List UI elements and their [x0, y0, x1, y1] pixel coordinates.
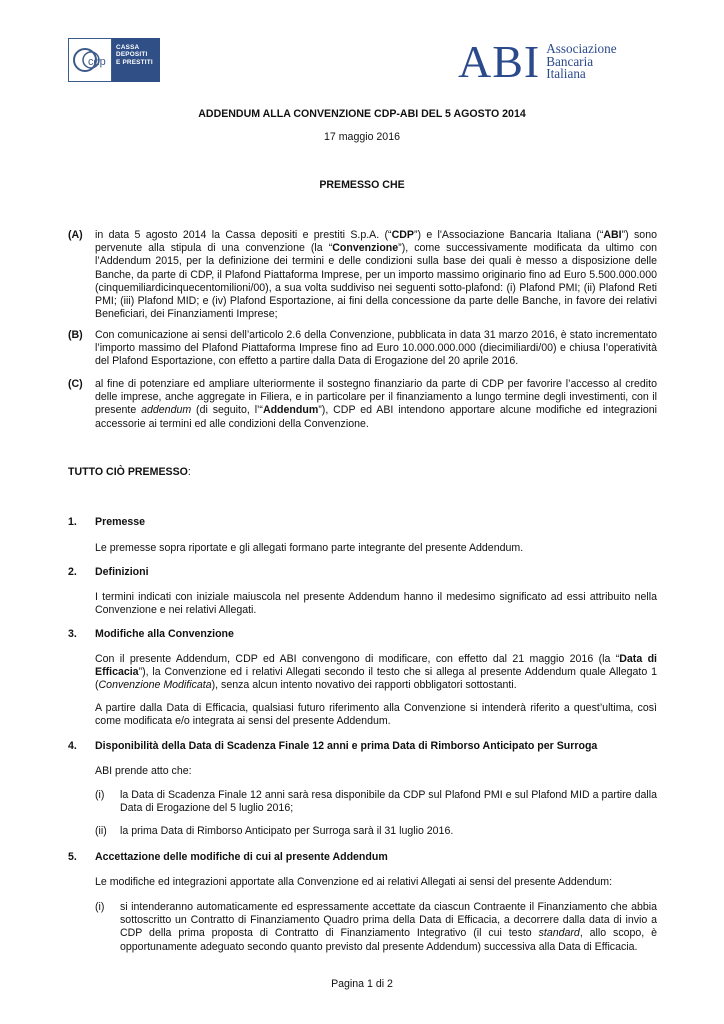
section-5-number: 5. — [68, 851, 77, 863]
section-2-number: 2. — [68, 566, 77, 578]
section-5-intro: Le modifiche ed integrazioni apportate alla Convenzione ed ai relativi Allegati ai sensi del presente Addendum: — [95, 876, 613, 888]
premise-c-label: (C) — [68, 378, 83, 390]
section-5-title: Accettazione delle modifiche di cui al presente Addendum — [95, 851, 388, 863]
section-2-title: Definizioni — [95, 566, 149, 578]
premesso-heading: PREMESSO CHE — [319, 179, 405, 191]
document-date: 17 maggio 2016 — [324, 131, 400, 143]
section-4-number: 4. — [68, 740, 77, 752]
premise-a-label: (A) — [68, 229, 83, 241]
section-4-title: Disponibilità della Data di Scadenza Finale 12 anni e prima Data di Rimborso Anticipato per Surroga — [95, 740, 598, 752]
premise-c-text: al fine di potenziare ed ampliare ulteriormente il sostegno finanziario da parte di CDP per favorire l’accesso al credito delle imprese, anche aggregate in Filiera, e in particolare per il finanziamento a lungo termine degli investimenti, con il presente addendum (di seguito, l’“Addendum”), CDP ed ABI intendono apportare alcune modifiche ed integrazioni accessorie ai termini ed alle condizioni della Convenzione. — [95, 378, 657, 430]
section-4-item-1-number: (i) — [95, 789, 105, 801]
premise-b-text: Con comunicazione ai sensi dell’articolo 2.6 della Convenzione, pubblicata in data 31 marzo 2016, è stato incrementato l’importo massimo del Plafond Piattaforma Imprese fino ad Euro 10.000.000.000 (diecimiliardi/00) e chiusa l’operatività del Plafond Esportazione, con effetto a partire dalla Data di Erogazione del 20 aprile 2016. — [95, 329, 657, 368]
section-2-text: I termini indicati con iniziale maiuscola nel presente Addendum hanno il medesimo significato ad essi attribuito nella Convenzione e nei relativi Allegati. — [95, 591, 657, 617]
section-1-title: Premesse — [95, 516, 146, 528]
premise-b-label: (B) — [68, 329, 83, 341]
section-4-item-2-text: la prima Data di Rimborso Anticipato per Surroga sarà il 31 luglio 2016. — [120, 825, 454, 837]
section-3-title: Modifiche alla Convenzione — [95, 628, 234, 640]
section-4-intro: ABI prende atto che: — [95, 765, 192, 777]
section-1-text: Le premesse sopra riportate e gli allegati formano parte integrante del presente Addendum. — [95, 542, 524, 554]
abi-logo-text: Associazione Bancaria Italiana — [546, 41, 617, 82]
section-3-paragraph-1: Con il presente Addendum, CDP ed ABI convengono di modificare, con effetto dal 21 maggio 2016 (la “Data di Efficacia”), la Convenzione ed i relativi Allegati secondo il testo che si allega al presente Addendum quale Allegato 1 (Convenzione Modificata), senza alcun intento novativo dei rapporti obbligatori sottostanti. — [95, 653, 657, 692]
cdp-logo-text: CASSA DEPOSITI E PRESTITI — [112, 38, 160, 82]
section-4-item-2-number: (ii) — [95, 825, 107, 837]
tutto-premesso-heading: TUTTO CIÒ PREMESSO: — [68, 466, 191, 478]
section-3-number: 3. — [68, 628, 77, 640]
cdp-logo — [68, 38, 160, 82]
section-5-item-1-number: (i) — [95, 901, 105, 913]
page-footer: Pagina 1 di 2 — [331, 978, 393, 990]
section-1-number: 1. — [68, 516, 77, 528]
premise-a-text: in data 5 agosto 2014 la Cassa depositi e prestiti S.p.A. (“CDP”) e l'Associazione Bancaria Italiana (“ABI”) sono pervenute alla stipula di una convenzione (la “Convenzione”), come successivamente modificata da ultimo con l’Addendum 2015, per la definizione dei termini e delle condizioni sulla base dei quali è messo a disposizione delle Banche, da parte di CDP, il Plafond Piattaforma Imprese, per un importo massimo originario fino ad Euro 5.500.000.000 (cinquemiliardicinquecentomilioni/00), a sua volta suddiviso nei seguenti sotto-plafond: (i) Plafond PMI; (ii) Plafond Reti PMI; (iii) Plafond MID; e (iv) Plafond Esportazione, ai fini della concessione da parte delle Banche, in favore dei relativi Beneficiari, dei Finanziamenti Imprese; — [95, 229, 657, 321]
document-title: ADDENDUM ALLA CONVENZIONE CDP-ABI DEL 5 AGOSTO 2014 — [198, 108, 526, 120]
svg-text:cdp: cdp — [88, 56, 106, 68]
abi-logo — [458, 36, 617, 87]
section-4-item-1-text: la Data di Scadenza Finale 12 anni sarà resa disponibile da CDP sul Plafond PMI e sul Plafond MID a partire dalla Data di Erogazione del 5 luglio 2016; — [120, 789, 657, 815]
cdp-mark-icon — [68, 38, 112, 82]
abi-logo-letters: ABI — [458, 36, 541, 87]
section-3-paragraph-2: A partire dalla Data di Efficacia, qualsiasi futuro riferimento alla Convenzione si intenderà riferito a quest’ultima, così come modificata e/o integrata ai sensi del presente Addendum. — [95, 702, 657, 728]
section-5-item-1-text: si intenderanno automaticamente ed espressamente accettate da ciascun Contraente il Finanziamento che abbia sottoscritto un Contratto di Finanziamento Quadro prima della Data di Efficacia, a decorrere dalla data di invio a CDP della prima proposta di Contratto di Finanziamento Integrativo (il cui testo standard, allo scopo, è opportunamente adeguato secondo quanto previsto dal presente Addendum) successiva alla Data di Efficacia. — [120, 901, 658, 953]
